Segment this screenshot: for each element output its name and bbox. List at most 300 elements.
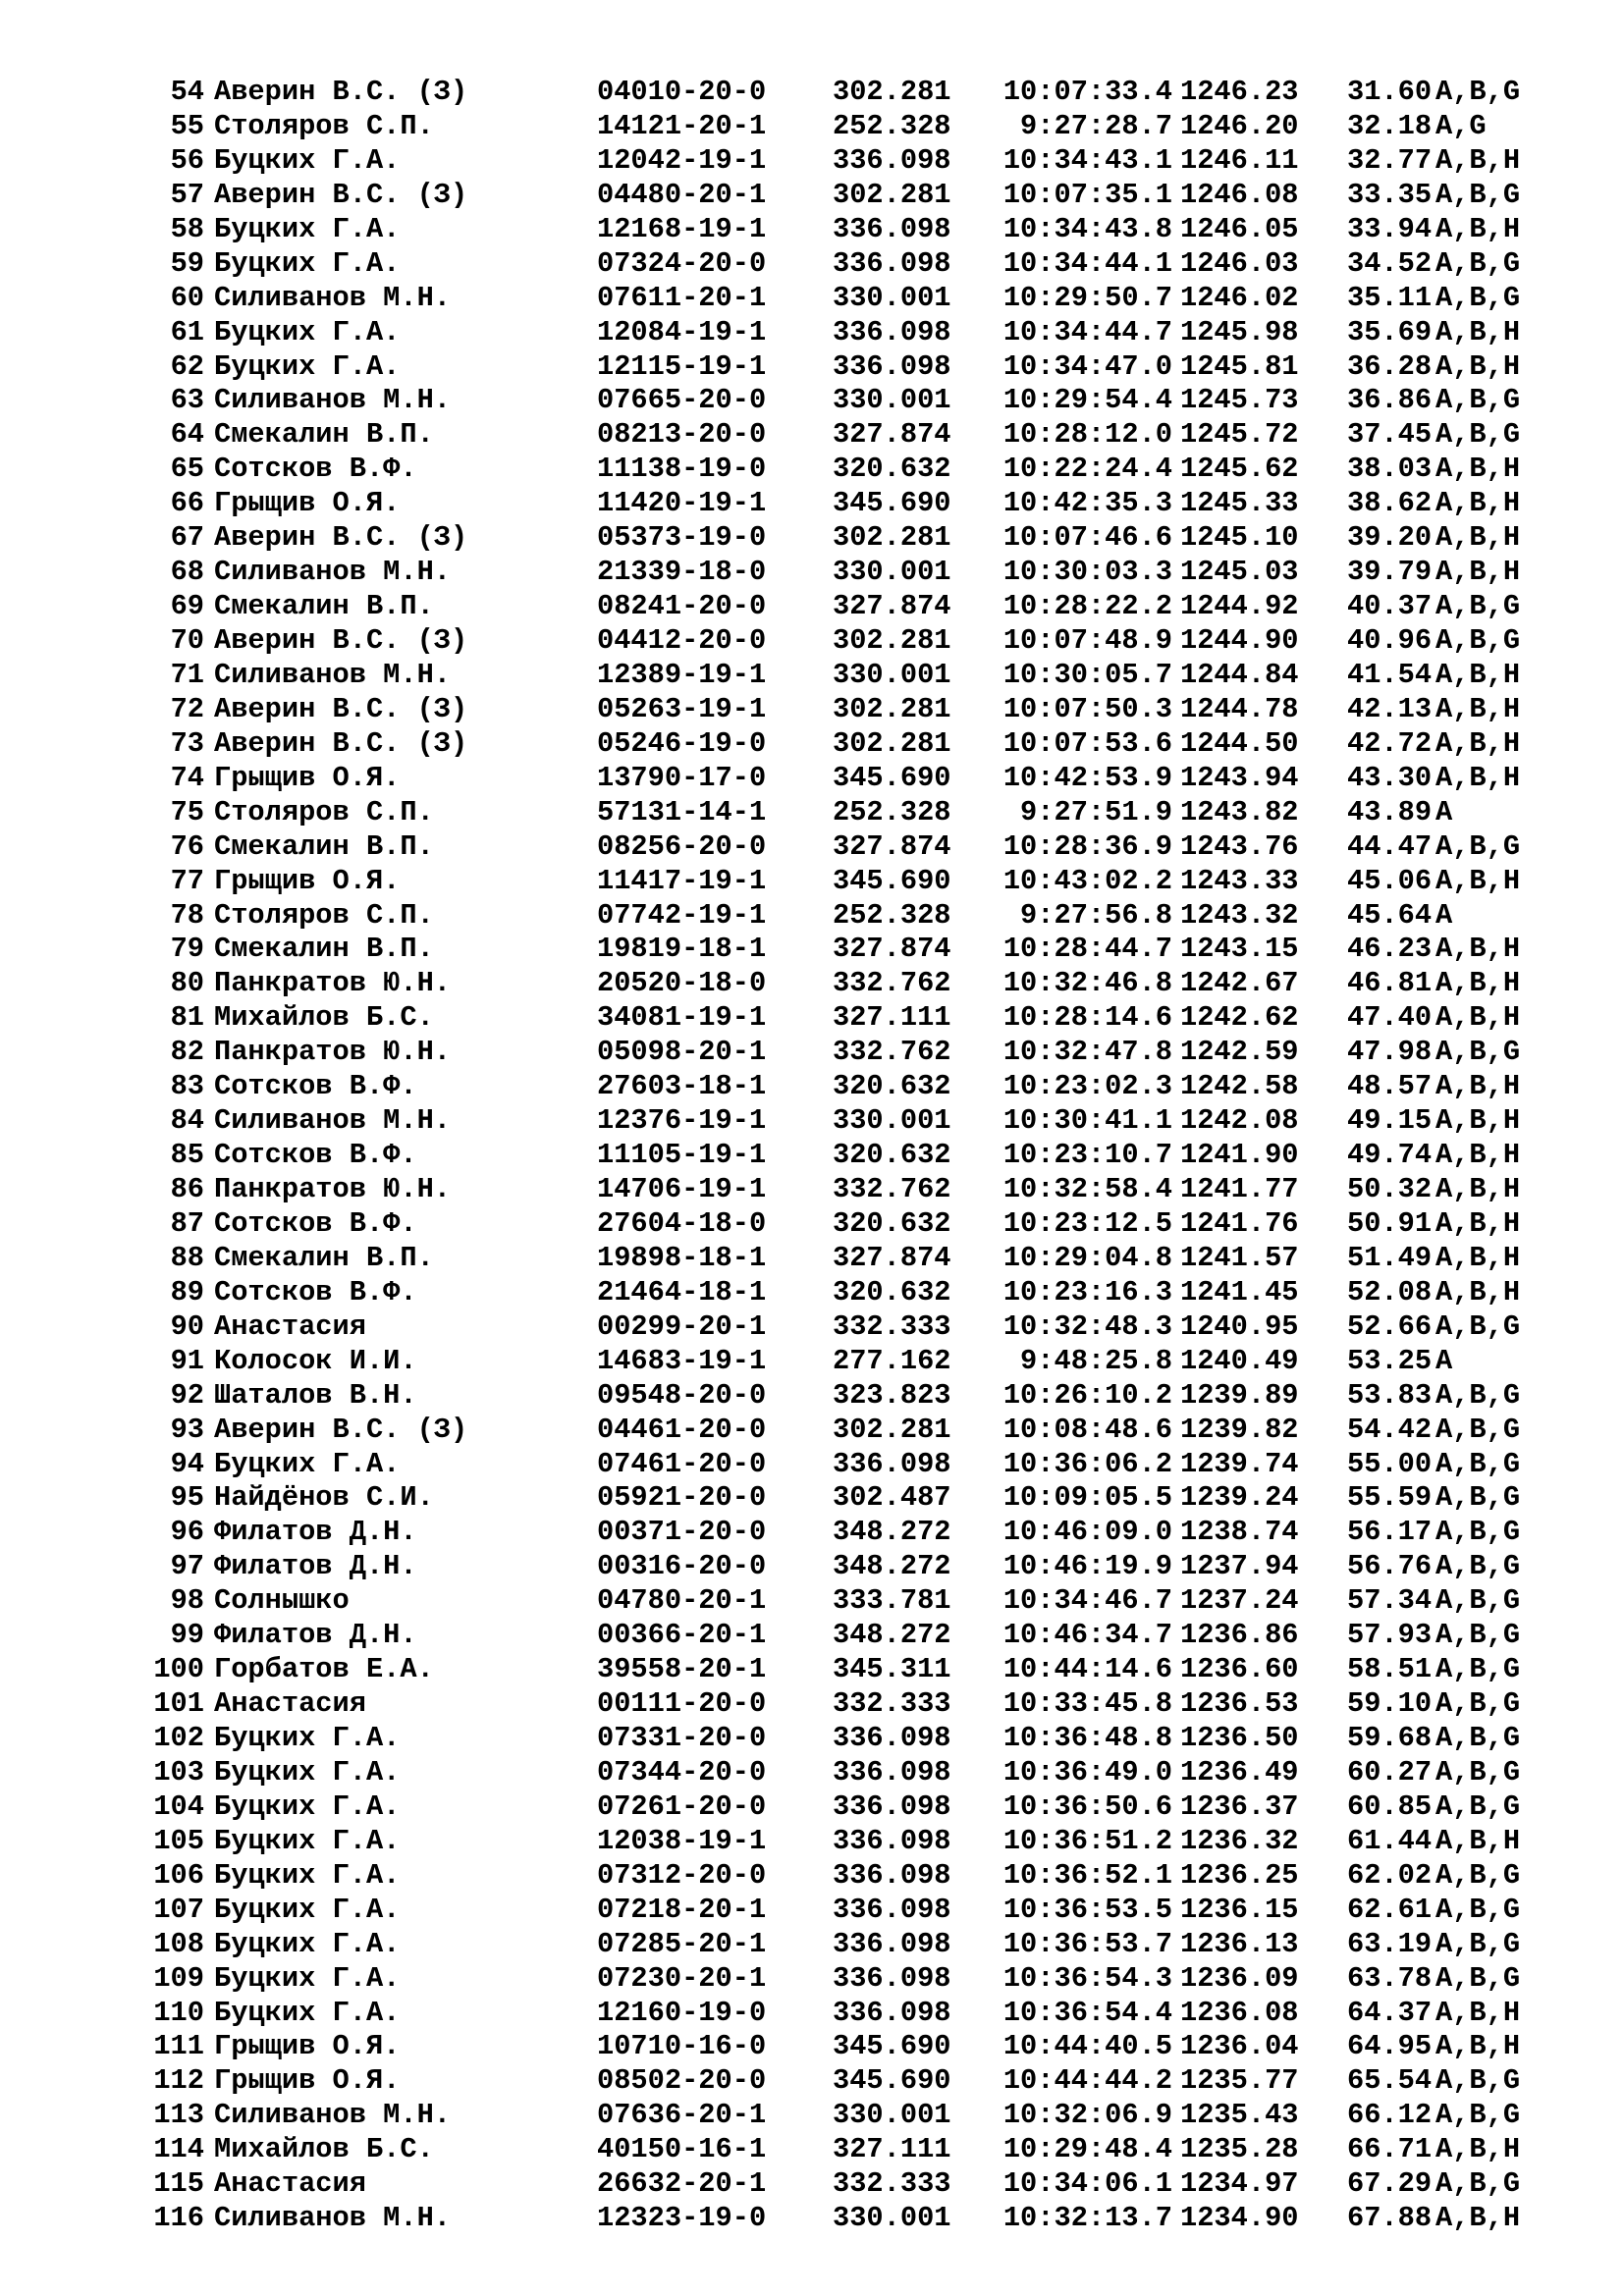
fancier-name-cell: Сотсков В.Ф. xyxy=(214,1275,417,1308)
rank-cell: 88 xyxy=(170,1241,204,1274)
table-row xyxy=(135,1962,1583,1997)
table-row xyxy=(135,1414,1583,1448)
fancier-name-cell: Буцких Г.А. xyxy=(214,1755,401,1789)
fancier-name-cell: Филатов Д.Н. xyxy=(214,1550,417,1583)
points-cell: 63.19 xyxy=(1347,1927,1433,1960)
flags-cell: A,B,G xyxy=(1435,384,1521,417)
ring-number-cell: 07218-20-1 xyxy=(597,1893,767,1926)
speed-cell: 1242.59 xyxy=(1180,1036,1299,1069)
ring-number-cell: 11138-19-0 xyxy=(597,453,767,486)
speed-cell: 1244.84 xyxy=(1180,658,1299,691)
speed-cell: 1239.74 xyxy=(1180,1447,1299,1480)
points-cell: 42.13 xyxy=(1347,692,1433,725)
rank-cell: 60 xyxy=(170,281,204,314)
rank-cell: 73 xyxy=(170,726,204,760)
rank-cell: 89 xyxy=(170,1275,204,1308)
fancier-name-cell: Сотсков В.Ф. xyxy=(214,1139,417,1172)
distance-cell: 327.874 xyxy=(833,590,951,623)
points-cell: 32.77 xyxy=(1347,143,1433,177)
distance-cell: 332.333 xyxy=(833,1687,951,1721)
rank-cell: 108 xyxy=(153,1927,204,1960)
table-row xyxy=(135,2133,1583,2167)
speed-cell: 1240.95 xyxy=(1180,1309,1299,1343)
ring-number-cell: 11105-19-1 xyxy=(597,1139,767,1172)
fancier-name-cell: Грыщив О.Я. xyxy=(214,2064,401,2098)
distance-cell: 336.098 xyxy=(833,1789,951,1823)
speed-cell: 1235.28 xyxy=(1180,2133,1299,2166)
arrival-time-cell: 9:27:51.9 xyxy=(1020,795,1172,828)
fancier-name-cell: Смекалин В.П. xyxy=(214,829,434,863)
ring-number-cell: 07230-20-1 xyxy=(597,1961,767,1995)
table-row xyxy=(135,1173,1583,1207)
arrival-time-cell: 9:27:28.7 xyxy=(1020,109,1172,142)
table-row xyxy=(135,1859,1583,1894)
fancier-name-cell: Аверин В.С. (З) xyxy=(214,1413,468,1446)
arrival-time-cell: 10:36:54.4 xyxy=(1002,1996,1172,2029)
table-row xyxy=(135,624,1583,659)
flags-cell: A,B,H xyxy=(1435,1275,1521,1308)
table-row xyxy=(135,2202,1583,2236)
points-cell: 57.34 xyxy=(1347,1584,1433,1618)
rank-cell: 84 xyxy=(170,1104,204,1138)
flags-cell: A,B,G xyxy=(1435,418,1521,452)
speed-cell: 1245.62 xyxy=(1180,453,1299,486)
points-cell: 50.32 xyxy=(1347,1173,1433,1205)
flags-cell: A,B,H xyxy=(1435,1173,1521,1205)
arrival-time-cell: 10:46:19.9 xyxy=(1002,1550,1172,1583)
flags-cell: A,B,H xyxy=(1435,967,1521,1000)
ring-number-cell: 21339-18-0 xyxy=(597,556,767,589)
fancier-name-cell: Силиванов М.Н. xyxy=(214,384,452,417)
fancier-name-cell: Буцких Г.А. xyxy=(214,1927,401,1960)
flags-cell: A,B,H xyxy=(1435,1241,1521,1274)
distance-cell: 320.632 xyxy=(833,453,951,486)
ring-number-cell: 14706-19-1 xyxy=(597,1173,767,1205)
points-cell: 59.10 xyxy=(1347,1687,1433,1721)
flags-cell: A,B,H xyxy=(1435,933,1521,966)
distance-cell: 336.098 xyxy=(833,1722,951,1754)
rank-cell: 109 xyxy=(153,1961,204,1995)
table-row xyxy=(135,2064,1583,2099)
speed-cell: 1243.94 xyxy=(1180,761,1299,794)
rank-cell: 71 xyxy=(170,658,204,691)
rank-cell: 65 xyxy=(170,453,204,486)
rank-cell: 62 xyxy=(170,349,204,383)
ring-number-cell: 57131-14-1 xyxy=(597,795,767,828)
points-cell: 58.51 xyxy=(1347,1653,1433,1686)
ring-number-cell: 19819-18-1 xyxy=(597,933,767,966)
arrival-time-cell: 10:07:48.9 xyxy=(1002,624,1172,657)
fancier-name-cell: Горбатов Е.А. xyxy=(214,1653,434,1686)
arrival-time-cell: 10:32:47.8 xyxy=(1002,1036,1172,1069)
ring-number-cell: 07261-20-0 xyxy=(597,1789,767,1823)
rank-cell: 70 xyxy=(170,624,204,657)
fancier-name-cell: Сотсков В.Ф. xyxy=(214,453,417,486)
points-cell: 60.27 xyxy=(1347,1755,1433,1789)
ring-number-cell: 12160-19-0 xyxy=(597,1996,767,2029)
fancier-name-cell: Буцких Г.А. xyxy=(214,246,401,280)
distance-cell: 330.001 xyxy=(833,556,951,589)
distance-cell: 302.487 xyxy=(833,1481,951,1515)
ring-number-cell: 07344-20-0 xyxy=(597,1755,767,1789)
results-table xyxy=(135,76,1583,2236)
table-row xyxy=(135,1928,1583,1962)
speed-cell: 1236.37 xyxy=(1180,1789,1299,1823)
ring-number-cell: 19898-18-1 xyxy=(597,1241,767,1274)
flags-cell: A,B,G xyxy=(1435,76,1521,108)
speed-cell: 1234.97 xyxy=(1180,2167,1299,2201)
points-cell: 36.86 xyxy=(1347,384,1433,417)
table-row xyxy=(135,1242,1583,1276)
fancier-name-cell: Сотсков В.Ф. xyxy=(214,1206,417,1240)
arrival-time-cell: 10:36:51.2 xyxy=(1002,1824,1172,1857)
speed-cell: 1244.50 xyxy=(1180,726,1299,760)
arrival-time-cell: 10:46:09.0 xyxy=(1002,1516,1172,1549)
rank-cell: 78 xyxy=(170,898,204,932)
ring-number-cell: 07636-20-1 xyxy=(597,2099,767,2132)
speed-cell: 1244.78 xyxy=(1180,692,1299,725)
speed-cell: 1242.58 xyxy=(1180,1070,1299,1103)
table-row xyxy=(135,727,1583,762)
distance-cell: 336.098 xyxy=(833,1755,951,1789)
table-row xyxy=(135,521,1583,556)
speed-cell: 1241.76 xyxy=(1180,1206,1299,1240)
fancier-name-cell: Солнышко xyxy=(214,1584,350,1618)
fancier-name-cell: Силиванов М.Н. xyxy=(214,2099,452,2132)
distance-cell: 332.762 xyxy=(833,967,951,1000)
distance-cell: 277.162 xyxy=(833,1344,951,1377)
ring-number-cell: 11420-19-1 xyxy=(597,487,767,520)
rank-cell: 113 xyxy=(153,2099,204,2132)
table-row xyxy=(135,796,1583,830)
table-row xyxy=(135,1070,1583,1104)
arrival-time-cell: 10:32:58.4 xyxy=(1002,1173,1172,1205)
arrival-time-cell: 10:42:53.9 xyxy=(1002,761,1172,794)
fancier-name-cell: Грыщив О.Я. xyxy=(214,487,401,520)
table-row xyxy=(135,1345,1583,1379)
fancier-name-cell: Буцких Г.А. xyxy=(214,315,401,348)
points-cell: 61.44 xyxy=(1347,1824,1433,1857)
points-cell: 66.12 xyxy=(1347,2099,1433,2132)
rank-cell: 103 xyxy=(153,1755,204,1789)
flags-cell: A,B,G xyxy=(1435,1722,1521,1754)
table-row xyxy=(135,1894,1583,1928)
flags-cell: A,B,H xyxy=(1435,692,1521,725)
distance-cell: 327.874 xyxy=(833,829,951,863)
distance-cell: 330.001 xyxy=(833,658,951,691)
speed-cell: 1237.94 xyxy=(1180,1550,1299,1583)
arrival-time-cell: 10:36:49.0 xyxy=(1002,1755,1172,1789)
rank-cell: 112 xyxy=(153,2064,204,2098)
rank-cell: 67 xyxy=(170,521,204,555)
points-cell: 36.28 xyxy=(1347,349,1433,383)
flags-cell: A,B,H xyxy=(1435,487,1521,520)
flags-cell: A,B,G xyxy=(1435,1516,1521,1549)
ring-number-cell: 12389-19-1 xyxy=(597,658,767,691)
distance-cell: 320.632 xyxy=(833,1275,951,1308)
ring-number-cell: 07665-20-0 xyxy=(597,384,767,417)
ring-number-cell: 05263-19-1 xyxy=(597,692,767,725)
distance-cell: 336.098 xyxy=(833,1961,951,1995)
speed-cell: 1243.32 xyxy=(1180,898,1299,932)
points-cell: 64.37 xyxy=(1347,1996,1433,2029)
arrival-time-cell: 10:07:33.4 xyxy=(1002,76,1172,108)
table-row xyxy=(135,762,1583,796)
distance-cell: 302.281 xyxy=(833,1413,951,1446)
speed-cell: 1245.10 xyxy=(1180,521,1299,555)
speed-cell: 1241.57 xyxy=(1180,1241,1299,1274)
speed-cell: 1241.90 xyxy=(1180,1139,1299,1172)
speed-cell: 1236.49 xyxy=(1180,1755,1299,1789)
table-row xyxy=(135,487,1583,521)
distance-cell: 330.001 xyxy=(833,1104,951,1138)
arrival-time-cell: 10:34:46.7 xyxy=(1002,1584,1172,1618)
speed-cell: 1236.53 xyxy=(1180,1687,1299,1721)
flags-cell: A,B,H xyxy=(1435,2030,1521,2063)
rank-cell: 57 xyxy=(170,178,204,211)
arrival-time-cell: 10:32:06.9 xyxy=(1002,2099,1172,2132)
arrival-time-cell: 10:30:41.1 xyxy=(1002,1104,1172,1138)
fancier-name-cell: Сотсков В.Ф. xyxy=(214,1070,417,1103)
flags-cell: A,B,G xyxy=(1435,178,1521,211)
arrival-time-cell: 10:34:43.1 xyxy=(1002,143,1172,177)
ring-number-cell: 04480-20-1 xyxy=(597,178,767,211)
flags-cell: A,B,G xyxy=(1435,829,1521,863)
points-cell: 38.03 xyxy=(1347,453,1433,486)
arrival-time-cell: 10:07:46.6 xyxy=(1002,521,1172,555)
distance-cell: 327.111 xyxy=(833,2133,951,2166)
arrival-time-cell: 10:28:44.7 xyxy=(1002,933,1172,966)
fancier-name-cell: Буцких Г.А. xyxy=(214,1789,401,1823)
ring-number-cell: 26632-20-1 xyxy=(597,2167,767,2201)
rank-cell: 81 xyxy=(170,1001,204,1035)
flags-cell: A,B,G xyxy=(1435,1755,1521,1789)
rank-cell: 95 xyxy=(170,1481,204,1515)
distance-cell: 327.874 xyxy=(833,1241,951,1274)
table-row xyxy=(135,110,1583,144)
rank-cell: 77 xyxy=(170,864,204,897)
table-row xyxy=(135,1310,1583,1345)
flags-cell: A,B,G xyxy=(1435,1447,1521,1480)
ring-number-cell: 14683-19-1 xyxy=(597,1344,767,1377)
distance-cell: 320.632 xyxy=(833,1139,951,1172)
table-row xyxy=(135,453,1583,487)
speed-cell: 1244.92 xyxy=(1180,590,1299,623)
fancier-name-cell: Силиванов М.Н. xyxy=(214,281,452,314)
flags-cell: A,B,H xyxy=(1435,864,1521,897)
ring-number-cell: 13790-17-0 xyxy=(597,761,767,794)
points-cell: 33.35 xyxy=(1347,178,1433,211)
points-cell: 33.94 xyxy=(1347,212,1433,245)
ring-number-cell: 04412-20-0 xyxy=(597,624,767,657)
flags-cell: A,B,G xyxy=(1435,1619,1521,1652)
speed-cell: 1245.98 xyxy=(1180,315,1299,348)
table-row xyxy=(135,830,1583,865)
distance-cell: 336.098 xyxy=(833,1927,951,1960)
distance-cell: 336.098 xyxy=(833,1893,951,1926)
ring-number-cell: 08256-20-0 xyxy=(597,829,767,863)
fancier-name-cell: Буцких Г.А. xyxy=(214,1722,401,1754)
points-cell: 67.88 xyxy=(1347,2202,1433,2235)
arrival-time-cell: 10:34:47.0 xyxy=(1002,349,1172,383)
arrival-time-cell: 10:36:48.8 xyxy=(1002,1722,1172,1754)
arrival-time-cell: 10:36:53.7 xyxy=(1002,1927,1172,1960)
arrival-time-cell: 10:36:54.3 xyxy=(1002,1961,1172,1995)
rank-cell: 74 xyxy=(170,761,204,794)
rank-cell: 58 xyxy=(170,212,204,245)
fancier-name-cell: Буцких Г.А. xyxy=(214,1858,401,1892)
flags-cell: A,B,H xyxy=(1435,143,1521,177)
table-row xyxy=(135,865,1583,899)
flags-cell: A,B,H xyxy=(1435,1206,1521,1240)
arrival-time-cell: 10:32:46.8 xyxy=(1002,967,1172,1000)
flags-cell: A xyxy=(1435,898,1453,932)
fancier-name-cell: Силиванов М.Н. xyxy=(214,2202,452,2235)
rank-cell: 69 xyxy=(170,590,204,623)
arrival-time-cell: 10:23:02.3 xyxy=(1002,1070,1172,1103)
arrival-time-cell: 10:26:10.2 xyxy=(1002,1378,1172,1412)
distance-cell: 330.001 xyxy=(833,281,951,314)
speed-cell: 1239.82 xyxy=(1180,1413,1299,1446)
flags-cell: A,B,H xyxy=(1435,2133,1521,2166)
points-cell: 67.29 xyxy=(1347,2167,1433,2201)
distance-cell: 320.632 xyxy=(833,1070,951,1103)
table-row xyxy=(135,1448,1583,1482)
ring-number-cell: 10710-16-0 xyxy=(597,2030,767,2063)
fancier-name-cell: Силиванов М.Н. xyxy=(214,556,452,589)
speed-cell: 1234.90 xyxy=(1180,2202,1299,2235)
points-cell: 46.81 xyxy=(1347,967,1433,1000)
flags-cell: A,B,G xyxy=(1435,2064,1521,2098)
rank-cell: 61 xyxy=(170,315,204,348)
arrival-time-cell: 10:28:22.2 xyxy=(1002,590,1172,623)
speed-cell: 1239.24 xyxy=(1180,1481,1299,1515)
distance-cell: 336.098 xyxy=(833,1447,951,1480)
speed-cell: 1236.13 xyxy=(1180,1927,1299,1960)
points-cell: 37.45 xyxy=(1347,418,1433,452)
rank-cell: 104 xyxy=(153,1789,204,1823)
points-cell: 44.47 xyxy=(1347,829,1433,863)
ring-number-cell: 08502-20-0 xyxy=(597,2064,767,2098)
flags-cell: A,B,G xyxy=(1435,1378,1521,1412)
arrival-time-cell: 10:22:24.4 xyxy=(1002,453,1172,486)
table-row xyxy=(135,1379,1583,1414)
flags-cell: A,B,G xyxy=(1435,1653,1521,1686)
ring-number-cell: 27603-18-1 xyxy=(597,1070,767,1103)
table-row xyxy=(135,418,1583,453)
rank-cell: 93 xyxy=(170,1413,204,1446)
arrival-time-cell: 10:07:35.1 xyxy=(1002,178,1172,211)
arrival-time-cell: 10:34:44.1 xyxy=(1002,246,1172,280)
table-row xyxy=(135,1584,1583,1619)
rank-cell: 111 xyxy=(153,2030,204,2063)
table-row xyxy=(135,1276,1583,1310)
table-row xyxy=(135,1516,1583,1550)
distance-cell: 336.098 xyxy=(833,246,951,280)
rank-cell: 80 xyxy=(170,967,204,1000)
rank-cell: 76 xyxy=(170,829,204,863)
flags-cell: A,B,G xyxy=(1435,1036,1521,1069)
flags-cell: A,B,H xyxy=(1435,349,1521,383)
points-cell: 49.15 xyxy=(1347,1104,1433,1138)
fancier-name-cell: Буцких Г.А. xyxy=(214,1961,401,1995)
ring-number-cell: 12323-19-0 xyxy=(597,2202,767,2235)
table-row xyxy=(135,1619,1583,1653)
fancier-name-cell: Панкратов Ю.Н. xyxy=(214,1173,452,1205)
table-row xyxy=(135,899,1583,934)
table-row xyxy=(135,144,1583,179)
rank-cell: 55 xyxy=(170,109,204,142)
distance-cell: 332.333 xyxy=(833,1309,951,1343)
ring-number-cell: 00111-20-0 xyxy=(597,1687,767,1721)
ring-number-cell: 07331-20-0 xyxy=(597,1722,767,1754)
rank-cell: 56 xyxy=(170,143,204,177)
ring-number-cell: 12042-19-1 xyxy=(597,143,767,177)
points-cell: 35.11 xyxy=(1347,281,1433,314)
points-cell: 55.59 xyxy=(1347,1481,1433,1515)
fancier-name-cell: Аверин В.С. (З) xyxy=(214,521,468,555)
ring-number-cell: 05373-19-0 xyxy=(597,521,767,555)
fancier-name-cell: Буцких Г.А. xyxy=(214,1893,401,1926)
arrival-time-cell: 10:34:43.8 xyxy=(1002,212,1172,245)
arrival-time-cell: 10:33:45.8 xyxy=(1002,1687,1172,1721)
points-cell: 31.60 xyxy=(1347,76,1433,108)
distance-cell: 252.328 xyxy=(833,898,951,932)
speed-cell: 1245.03 xyxy=(1180,556,1299,589)
points-cell: 47.98 xyxy=(1347,1036,1433,1069)
flags-cell: A,B,H xyxy=(1435,1996,1521,2029)
distance-cell: 302.281 xyxy=(833,726,951,760)
table-row xyxy=(135,693,1583,727)
fancier-name-cell: Буцких Г.А. xyxy=(214,349,401,383)
fancier-name-cell: Аверин В.С. (З) xyxy=(214,178,468,211)
table-row xyxy=(135,1756,1583,1790)
arrival-time-cell: 10:36:06.2 xyxy=(1002,1447,1172,1480)
points-cell: 32.18 xyxy=(1347,109,1433,142)
speed-cell: 1235.77 xyxy=(1180,2064,1299,2098)
flags-cell: A,B,G xyxy=(1435,1927,1521,1960)
arrival-time-cell: 10:07:50.3 xyxy=(1002,692,1172,725)
distance-cell: 345.690 xyxy=(833,487,951,520)
table-row xyxy=(135,1997,1583,2031)
arrival-time-cell: 10:29:54.4 xyxy=(1002,384,1172,417)
fancier-name-cell: Грыщив О.Я. xyxy=(214,864,401,897)
distance-cell: 302.281 xyxy=(833,178,951,211)
flags-cell: A,B,G xyxy=(1435,1550,1521,1583)
speed-cell: 1236.86 xyxy=(1180,1619,1299,1652)
speed-cell: 1242.67 xyxy=(1180,967,1299,1000)
speed-cell: 1236.15 xyxy=(1180,1893,1299,1926)
ring-number-cell: 00371-20-0 xyxy=(597,1516,767,1549)
distance-cell: 330.001 xyxy=(833,384,951,417)
speed-cell: 1240.49 xyxy=(1180,1344,1299,1377)
arrival-time-cell: 10:29:04.8 xyxy=(1002,1241,1172,1274)
arrival-time-cell: 10:09:05.5 xyxy=(1002,1481,1172,1515)
points-cell: 45.64 xyxy=(1347,898,1433,932)
points-cell: 41.54 xyxy=(1347,658,1433,691)
distance-cell: 345.690 xyxy=(833,2064,951,2098)
fancier-name-cell: Аверин В.С. (З) xyxy=(214,624,468,657)
ring-number-cell: 08241-20-0 xyxy=(597,590,767,623)
points-cell: 49.74 xyxy=(1347,1139,1433,1172)
fancier-name-cell: Силиванов М.Н. xyxy=(214,1104,452,1138)
flags-cell: A,B,H xyxy=(1435,726,1521,760)
ring-number-cell: 12084-19-1 xyxy=(597,315,767,348)
ring-number-cell: 00299-20-1 xyxy=(597,1309,767,1343)
fancier-name-cell: Найдёнов С.И. xyxy=(214,1481,434,1515)
table-row xyxy=(135,282,1583,316)
rank-cell: 94 xyxy=(170,1447,204,1480)
